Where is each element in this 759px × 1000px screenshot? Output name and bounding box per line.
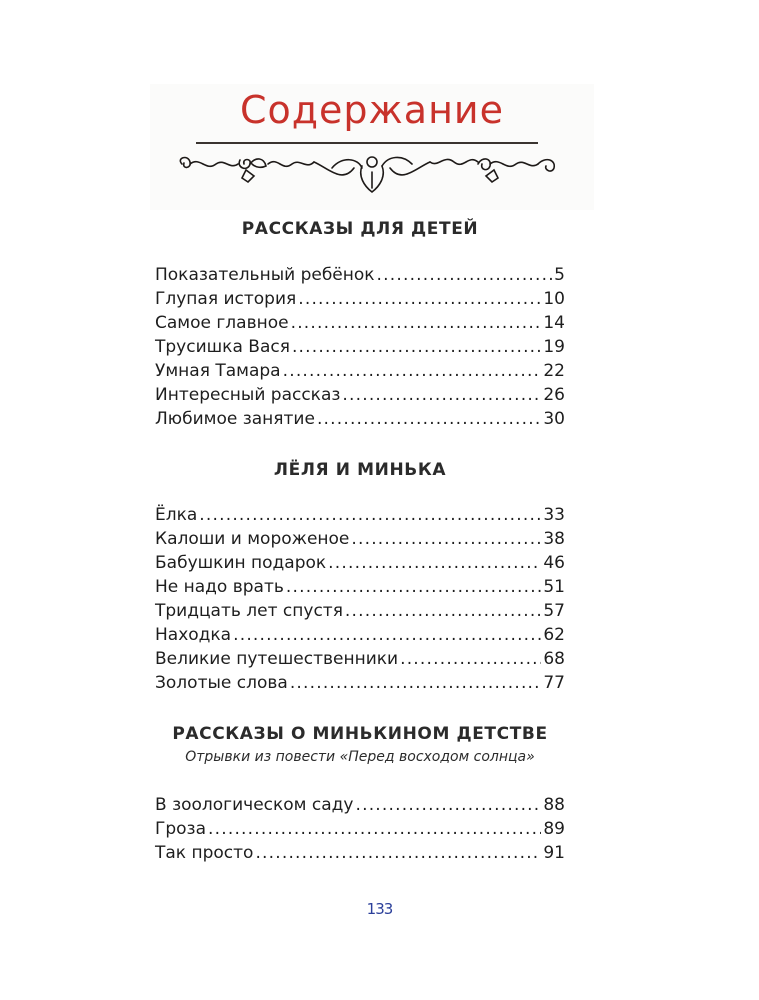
toc-entry-page: 38 bbox=[543, 529, 565, 549]
dot-leader bbox=[199, 505, 541, 525]
toc-entry-page: 33 bbox=[543, 505, 565, 525]
section-subtitle: Отрывки из повести «Перед восходом солнца» bbox=[185, 749, 535, 765]
dot-leader bbox=[342, 385, 541, 405]
toc-entry-page: 62 bbox=[543, 625, 565, 645]
toc-entry[interactable] bbox=[155, 601, 565, 625]
toc-entry-page: 88 bbox=[543, 795, 565, 815]
toc-entry-title: Находка bbox=[155, 625, 232, 645]
toc-entry[interactable] bbox=[155, 385, 565, 409]
section-title: РАССКАЗЫ ДЛЯ ДЕТЕЙ bbox=[241, 219, 479, 239]
toc-entry[interactable] bbox=[155, 409, 565, 433]
toc-entry[interactable] bbox=[155, 625, 565, 649]
toc-entry-page: 46 bbox=[543, 553, 565, 573]
toc-entry[interactable] bbox=[155, 361, 565, 385]
page-title: Содержание bbox=[240, 88, 504, 132]
toc-entry[interactable] bbox=[155, 673, 565, 697]
toc-entry-page: 26 bbox=[543, 385, 565, 405]
dot-leader bbox=[290, 673, 542, 693]
toc-entry-page: 19 bbox=[543, 337, 565, 357]
dot-leader bbox=[233, 625, 541, 645]
dot-leader bbox=[351, 529, 541, 549]
toc-entry[interactable] bbox=[155, 337, 565, 361]
toc-entry-title: Золотые слова bbox=[155, 673, 288, 693]
dot-leader bbox=[317, 409, 541, 429]
section-title: РАССКАЗЫ О МИНЬКИНОМ ДЕТСТВЕ bbox=[172, 724, 548, 744]
toc-entry-title: Не надо врать bbox=[155, 577, 284, 597]
dot-leader bbox=[328, 553, 541, 573]
title-underline bbox=[196, 142, 538, 144]
toc-entry-title: Самое главное bbox=[155, 313, 289, 333]
toc-entry[interactable] bbox=[155, 529, 565, 553]
toc-entry-title: Умная Тамара bbox=[155, 361, 281, 381]
ornament-flourish-icon bbox=[172, 150, 572, 200]
toc-entry-title: Великие путешественники bbox=[155, 649, 399, 669]
toc-entry-title: Гроза bbox=[155, 819, 207, 839]
dot-leader bbox=[345, 601, 541, 621]
toc-entry-page: 5 bbox=[554, 265, 565, 285]
toc-entry[interactable] bbox=[155, 577, 565, 601]
dot-leader bbox=[283, 361, 542, 381]
toc-entry-page: 77 bbox=[543, 673, 565, 693]
toc-entry-title: В зоологическом саду bbox=[155, 795, 354, 815]
toc-entry-page: 68 bbox=[543, 649, 565, 669]
dot-leader bbox=[286, 577, 541, 597]
dot-leader bbox=[292, 337, 541, 357]
toc-entry-title: Так просто bbox=[155, 843, 254, 863]
header-illustration bbox=[150, 84, 594, 210]
toc-entry-title: Тридцать лет спустя bbox=[155, 601, 343, 621]
toc-entry[interactable] bbox=[155, 289, 565, 313]
toc-entry-title: Бабушкин подарок bbox=[155, 553, 327, 573]
dot-leader bbox=[291, 313, 542, 333]
toc-entry[interactable] bbox=[155, 505, 565, 529]
toc-entry[interactable] bbox=[155, 649, 565, 673]
toc-entry[interactable] bbox=[155, 553, 565, 577]
toc-entry-page: 57 bbox=[543, 601, 565, 621]
toc-entry[interactable] bbox=[155, 819, 565, 843]
dot-leader bbox=[355, 795, 541, 815]
toc-entry-page: 10 bbox=[543, 289, 565, 309]
toc-entry[interactable] bbox=[155, 265, 565, 289]
toc-entry[interactable] bbox=[155, 313, 565, 337]
toc-entry-page: 51 bbox=[543, 577, 565, 597]
toc-entry-title: Показательный ребёнок bbox=[155, 265, 375, 285]
dot-leader bbox=[255, 843, 541, 863]
toc-entry[interactable] bbox=[155, 795, 565, 819]
toc-entry-page: 89 bbox=[543, 819, 565, 839]
toc-entry-title: Интересный рассказ bbox=[155, 385, 341, 405]
dot-leader bbox=[400, 649, 541, 669]
dot-leader bbox=[298, 289, 541, 309]
dot-leader bbox=[377, 265, 553, 285]
toc-entry[interactable] bbox=[155, 843, 565, 867]
toc-entry-title: Трусишка Вася bbox=[155, 337, 290, 357]
toc-entry-title: Калоши и мороженое bbox=[155, 529, 350, 549]
dot-leader bbox=[208, 819, 541, 839]
toc-entry-title: Глупая история bbox=[155, 289, 297, 309]
page-number: 133 bbox=[366, 900, 393, 918]
section-title: ЛЁЛЯ И МИНЬКА bbox=[273, 460, 447, 480]
toc-entry-page: 14 bbox=[543, 313, 565, 333]
toc-entry-page: 22 bbox=[543, 361, 565, 381]
toc-entry-title: Ёлка bbox=[155, 505, 198, 525]
toc-entry-page: 30 bbox=[543, 409, 565, 429]
toc-entry-title: Любимое занятие bbox=[155, 409, 315, 429]
toc-entry-page: 91 bbox=[543, 843, 565, 863]
